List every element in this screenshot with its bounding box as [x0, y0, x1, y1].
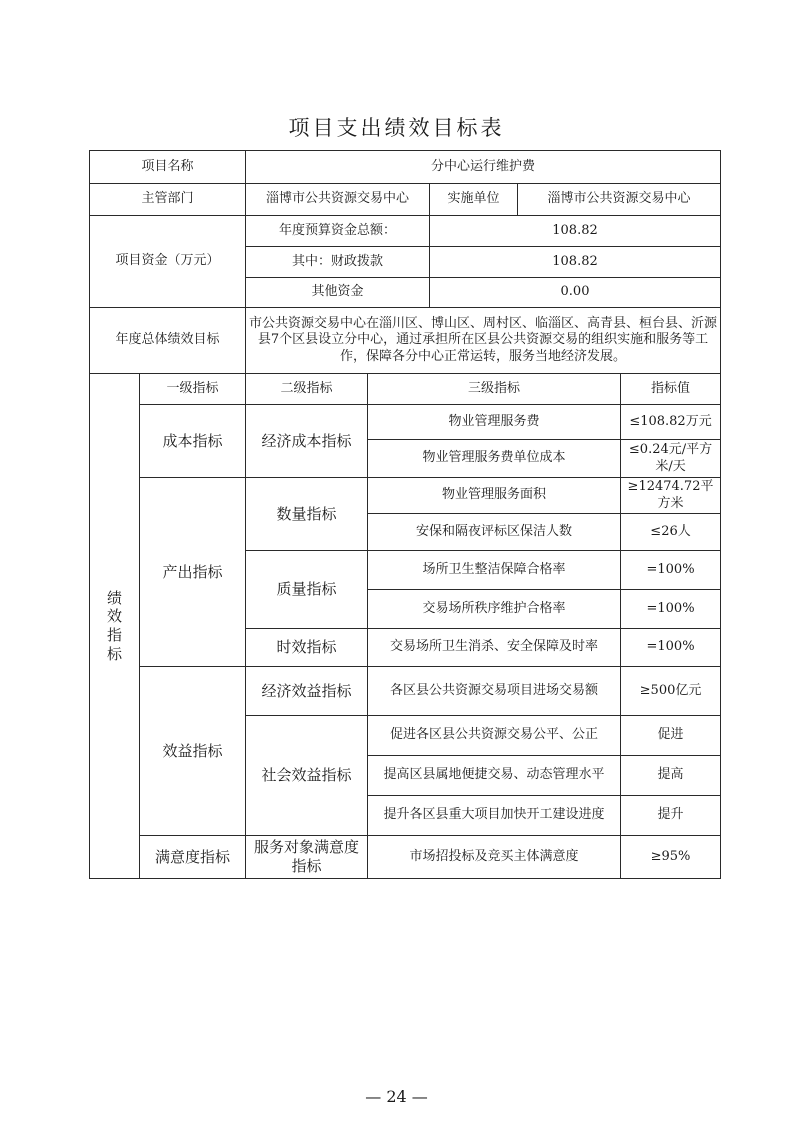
header-value: 指标值: [621, 374, 721, 405]
satisfaction-level2: 服务对象满意度指标: [246, 836, 368, 879]
project-name-row: [90, 151, 721, 184]
cost-value-1: ≤108.82万元: [621, 405, 721, 440]
quality-level2: 质量指标: [246, 551, 368, 629]
social-level2: 社会效益指标: [246, 716, 368, 836]
quantity-value-1: ≥12474.72平方米: [621, 478, 721, 514]
table-row: [90, 478, 721, 514]
funds-other-label: 其他资金: [246, 278, 430, 308]
page-number: — 24 —: [365, 1087, 428, 1106]
funds-total-value: 108.82: [430, 216, 721, 247]
quality-level3-2: 交易场所秩序维护合格率: [368, 590, 621, 629]
cost-level2: 经济成本指标: [246, 405, 368, 478]
funds-total-label: 年度预算资金总额：: [246, 216, 430, 247]
satisfaction-level1: 满意度指标: [140, 836, 246, 879]
header-level3: 三级指标: [368, 374, 621, 405]
implementing-unit-value: 淄博市公共资源交易中心: [518, 184, 721, 216]
project-name-label: 项目名称: [90, 151, 246, 184]
funds-other-value: 0.00: [430, 278, 721, 308]
cost-level3-2: 物业管理服务费单位成本: [368, 440, 621, 478]
quality-value-1: =100%: [621, 551, 721, 590]
satisfaction-level3-1: 市场招投标及竞买主体满意度: [368, 836, 621, 879]
economic-level3-1: 各区县公共资源交易项目进场交易额: [368, 667, 621, 716]
economic-value-1: ≥500亿元: [621, 667, 721, 716]
implementing-unit-label: 实施单位: [430, 184, 518, 216]
funds-total-row: [90, 216, 721, 247]
table-row: [90, 405, 721, 440]
quantity-level2: 数量指标: [246, 478, 368, 551]
timeliness-level2: 时效指标: [246, 629, 368, 667]
cost-value-2: ≤0.24元/平方米/天: [621, 440, 721, 478]
economic-level2: 经济效益指标: [246, 667, 368, 716]
quantity-value-2: ≤26人: [621, 514, 721, 551]
cost-level3-1: 物业管理服务费: [368, 405, 621, 440]
timeliness-value-1: =100%: [621, 629, 721, 667]
social-level3-1: 促进各区县公共资源交易公平、公正: [368, 716, 621, 756]
header-level2: 二级指标: [246, 374, 368, 405]
social-level3-2: 提高区县属地便捷交易、动态管理水平: [368, 756, 621, 796]
social-value-1: 促进: [621, 716, 721, 756]
social-value-2: 提高: [621, 756, 721, 796]
indicator-header-row: [90, 374, 721, 405]
funds-fiscal-label: 其中：财政拨款: [246, 247, 430, 278]
quality-level3-1: 场所卫生整洁保障合格率: [368, 551, 621, 590]
performance-target-table: [89, 150, 721, 879]
table-row: [90, 667, 721, 716]
social-value-3: 提升: [621, 796, 721, 836]
department-label: 主管部门: [90, 184, 246, 216]
satisfaction-value-1: ≥95%: [621, 836, 721, 879]
output-level1: 产出指标: [140, 478, 246, 667]
funds-label: 项目资金（万元）: [90, 216, 246, 308]
annual-goal-label: 年度总体绩效目标: [90, 308, 246, 374]
page-title: 项目支出绩效目标表: [288, 116, 505, 140]
indicators-section-label: 绩效指标: [90, 374, 140, 879]
project-name-value: 分中心运行维护费: [246, 151, 721, 184]
social-level3-3: 提升各区县重大项目加快开工建设进度: [368, 796, 621, 836]
quantity-level3-2: 安保和隔夜评标区保洁人数: [368, 514, 621, 551]
table-row: [90, 836, 721, 879]
timeliness-level3-1: 交易场所卫生消杀、安全保障及时率: [368, 629, 621, 667]
department-value: 淄博市公共资源交易中心: [246, 184, 430, 216]
annual-goal-text: 市公共资源交易中心在淄川区、博山区、周村区、临淄区、高青县、桓台县、沂源县7个区县设立分中心，通过承担所在区县公共资源交易的组织实施和服务等工作，保障各分中心正常运转，服务当地经济发展。: [246, 308, 721, 374]
benefit-level1: 效益指标: [140, 667, 246, 836]
quality-value-2: =100%: [621, 590, 721, 629]
funds-fiscal-value: 108.82: [430, 247, 721, 278]
header-level1: 一级指标: [140, 374, 246, 405]
cost-level1: 成本指标: [140, 405, 246, 478]
annual-goal-row: [90, 308, 721, 374]
department-row: [90, 184, 721, 216]
quantity-level3-1: 物业管理服务面积: [368, 478, 621, 514]
